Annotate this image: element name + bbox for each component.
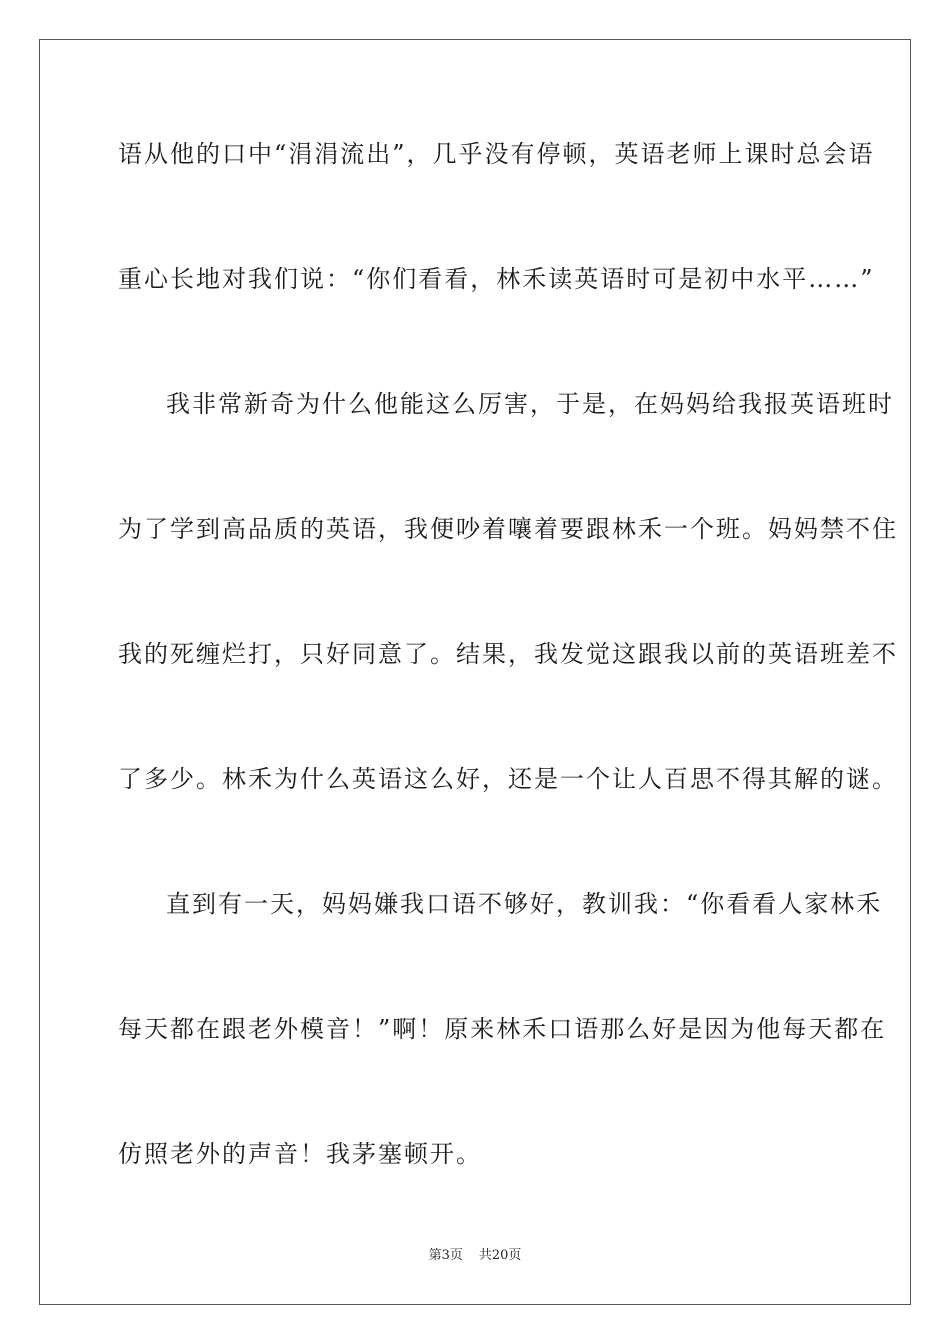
text-line: 了多少。林禾为什么英语这么好，还是一个让人百思不得其解的谜。 xyxy=(118,765,898,793)
paragraph-start-line: 我非常新奇为什么他能这么厉害，于是，在妈妈给我报英语班时 xyxy=(166,390,894,418)
page-border xyxy=(39,39,911,1305)
text-line: 每天都在跟老外模音！”啊！原来林禾口语那么好是因为他每天都在 xyxy=(118,1015,887,1043)
paragraph-start-line: 直到有一天，妈妈嫌我口语不够好，教训我：“你看看人家林禾 xyxy=(166,890,883,918)
text-line: 我的死缠烂打，只好同意了。结果，我发觉这跟我以前的英语班差不 xyxy=(118,640,898,668)
page-footer xyxy=(40,1248,910,1264)
text-line: 重心长地对我们说：“你们看看，林禾读英语时可是初中水平……” xyxy=(118,265,875,293)
text-line: 为了学到高品质的英语，我便吵着嚷着要跟林禾一个班。妈妈禁不住 xyxy=(118,515,898,543)
text-line: 仿照老外的声音！我茅塞顿开。 xyxy=(118,1140,482,1168)
page-number: 第3页 xyxy=(428,1248,463,1263)
text-line: 语从他的口中“涓涓流出”，几乎没有停顿，英语老师上课时总会语 xyxy=(118,140,875,168)
page-total: 共20页 xyxy=(478,1248,522,1263)
